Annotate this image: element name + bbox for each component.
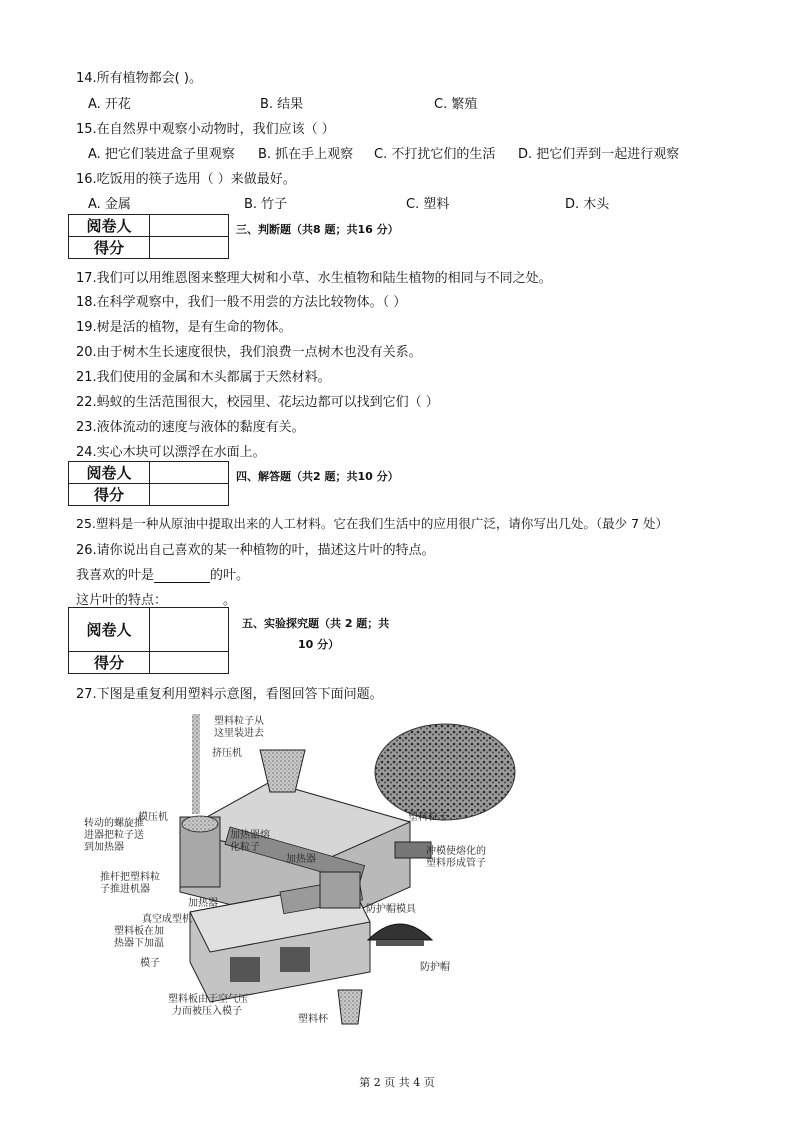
section-5-title-line-1: 五、实验探究题（共 2 题；共	[242, 617, 390, 630]
label-heater-melt-1: 加热器熔	[230, 830, 270, 841]
q26-answer-line-2	[76, 589, 236, 608]
label-plastic-cup: 塑料杯	[298, 1014, 328, 1025]
q26-line2-suffix: 。	[223, 593, 237, 608]
label-die-2: 塑料形成管子	[426, 858, 486, 869]
q26-answer-line-1	[76, 564, 249, 583]
label-air-pressure-2: 力而被压入模子	[172, 1006, 242, 1017]
section-5-title-line-2: 10 分）	[298, 638, 340, 651]
section-4-title: 四、解答题（共2 题；共10 分）	[236, 470, 399, 483]
q16-option-b: B. 竹子	[244, 197, 288, 212]
q26-line2-prefix: 这片叶的特点：	[76, 593, 168, 608]
question-26: 26.请你说出自己喜欢的某一种植物的叶，描述这片叶的特点。	[76, 543, 435, 558]
mold	[230, 957, 260, 982]
q14-option-b: B. 结果	[260, 97, 304, 112]
label-helmet-mold: 防护帽模具	[366, 904, 416, 915]
label-heater-1: 加热器	[286, 854, 316, 865]
question-14: 14.所有植物都会( )。	[76, 71, 202, 86]
question-19: 19.树是活的植物，是有生命的物体。	[76, 320, 292, 335]
falling-granules	[192, 714, 200, 814]
question-16: 16.吃饭用的筷子选用（ ）来做最好。	[76, 172, 296, 187]
plastic-recycling-diagram	[80, 712, 520, 1030]
score-cell	[150, 237, 229, 259]
question-25: 25.塑料是一种从原油中提取出来的人工材料。它在我们生活中的应用很广泛，请你写出几处。（最少 7 处）	[76, 516, 669, 531]
label-heater-melt-2: 化粒子	[230, 842, 260, 853]
q16-option-c: C. 塑料	[406, 197, 450, 212]
score-label: 得分	[69, 652, 150, 674]
q15-option-b: B. 抓在手上观察	[258, 147, 354, 162]
label-pusher-2: 子推进机器	[100, 884, 150, 895]
section-3-title: 三、判断题（共8 题；共16 分）	[236, 223, 399, 236]
question-22: 22.蚂蚁的生活范围很大，校园里、花坛边都可以找到它们（ ）	[76, 395, 439, 410]
helmet	[368, 924, 432, 940]
q16-option-a: A. 金属	[88, 197, 131, 212]
page-footer: 第 2 页 共 4 页	[359, 1076, 435, 1089]
label-extruder: 挤压机	[212, 748, 242, 759]
q14-option-a: A. 开花	[88, 97, 131, 112]
plastic-granules-pile	[375, 724, 515, 820]
label-screw-3: 到加热器	[84, 842, 124, 853]
label-plastic-granules: 塑料粒子	[408, 812, 448, 823]
question-21: 21.我们使用的金属和木头都属于天然材料。	[76, 370, 331, 385]
label-sheet-heat-1: 塑料板在加	[114, 926, 164, 937]
q15-option-a: A. 把它们装进盒子里观察	[88, 147, 235, 162]
label-sheet-heat-2: 热器下加温	[114, 938, 164, 949]
plastic-cup	[338, 990, 362, 1024]
reviewer-cell	[150, 608, 229, 652]
question-24: 24.实心木块可以漂浮在水面上。	[76, 445, 266, 460]
label-pusher-1: 推杆把塑料粒	[100, 872, 160, 883]
question-17: 17.我们可以用维恩图来整理大树和小草、水生植物和陆生植物的相同与不同之处。	[76, 271, 552, 286]
q26-blank-1[interactable]	[154, 569, 210, 583]
question-27: 27.下图是重复利用塑料示意图，看图回答下面问题。	[76, 687, 383, 702]
score-table-section-3	[68, 214, 229, 259]
q26-blank-2[interactable]	[167, 594, 223, 608]
label-screw-1: 转动的螺旋推	[84, 818, 144, 829]
label-heater-2: 加热器	[188, 898, 218, 909]
score-table-section-5	[68, 607, 229, 674]
helmet-mold	[320, 872, 360, 908]
label-die-1: 冲模使熔化的	[426, 846, 486, 857]
q15-option-d: D. 把它们弄到一起进行观察	[518, 147, 680, 162]
question-18: 18.在科学观察中，我们一般不用尝的方法比较物体。（ ）	[76, 295, 407, 310]
reviewer-cell	[150, 215, 229, 237]
q26-line1-prefix: 我喜欢的叶是	[76, 568, 155, 583]
q16-option-d: D. 木头	[565, 197, 610, 212]
reviewer-label: 阅卷人	[69, 215, 150, 237]
score-cell	[150, 484, 229, 506]
label-vacuum-former: 真空成型机	[142, 914, 192, 925]
label-air-pressure-1: 塑料板由于空气压	[168, 994, 248, 1005]
q26-line1-suffix: 的叶。	[210, 568, 250, 583]
reviewer-label: 阅卷人	[69, 608, 150, 652]
q14-option-c: C. 繁殖	[434, 97, 478, 112]
reviewer-cell	[150, 462, 229, 484]
score-label: 得分	[69, 237, 150, 259]
reviewer-label: 阅卷人	[69, 462, 150, 484]
score-label: 得分	[69, 484, 150, 506]
question-20: 20.由于树木生长速度很快，我们浪费一点树木也没有关系。	[76, 345, 422, 360]
label-granules-in-1: 塑料粒子从	[214, 716, 264, 727]
label-granules-in-2: 这里装进去	[214, 728, 264, 739]
q15-option-c: C. 不打扰它们的生活	[374, 147, 496, 162]
label-screw-2: 进器把粒子送	[84, 830, 144, 841]
question-23: 23.液体流动的速度与液体的黏度有关。	[76, 420, 305, 435]
score-table-section-4	[68, 461, 229, 506]
question-15: 15.在自然界中观察小动物时，我们应该（ ）	[76, 122, 335, 137]
label-mold: 模子	[140, 958, 160, 969]
score-cell	[150, 652, 229, 674]
label-molding-press: 模压机	[138, 812, 168, 823]
label-helmet: 防护帽	[420, 962, 450, 973]
